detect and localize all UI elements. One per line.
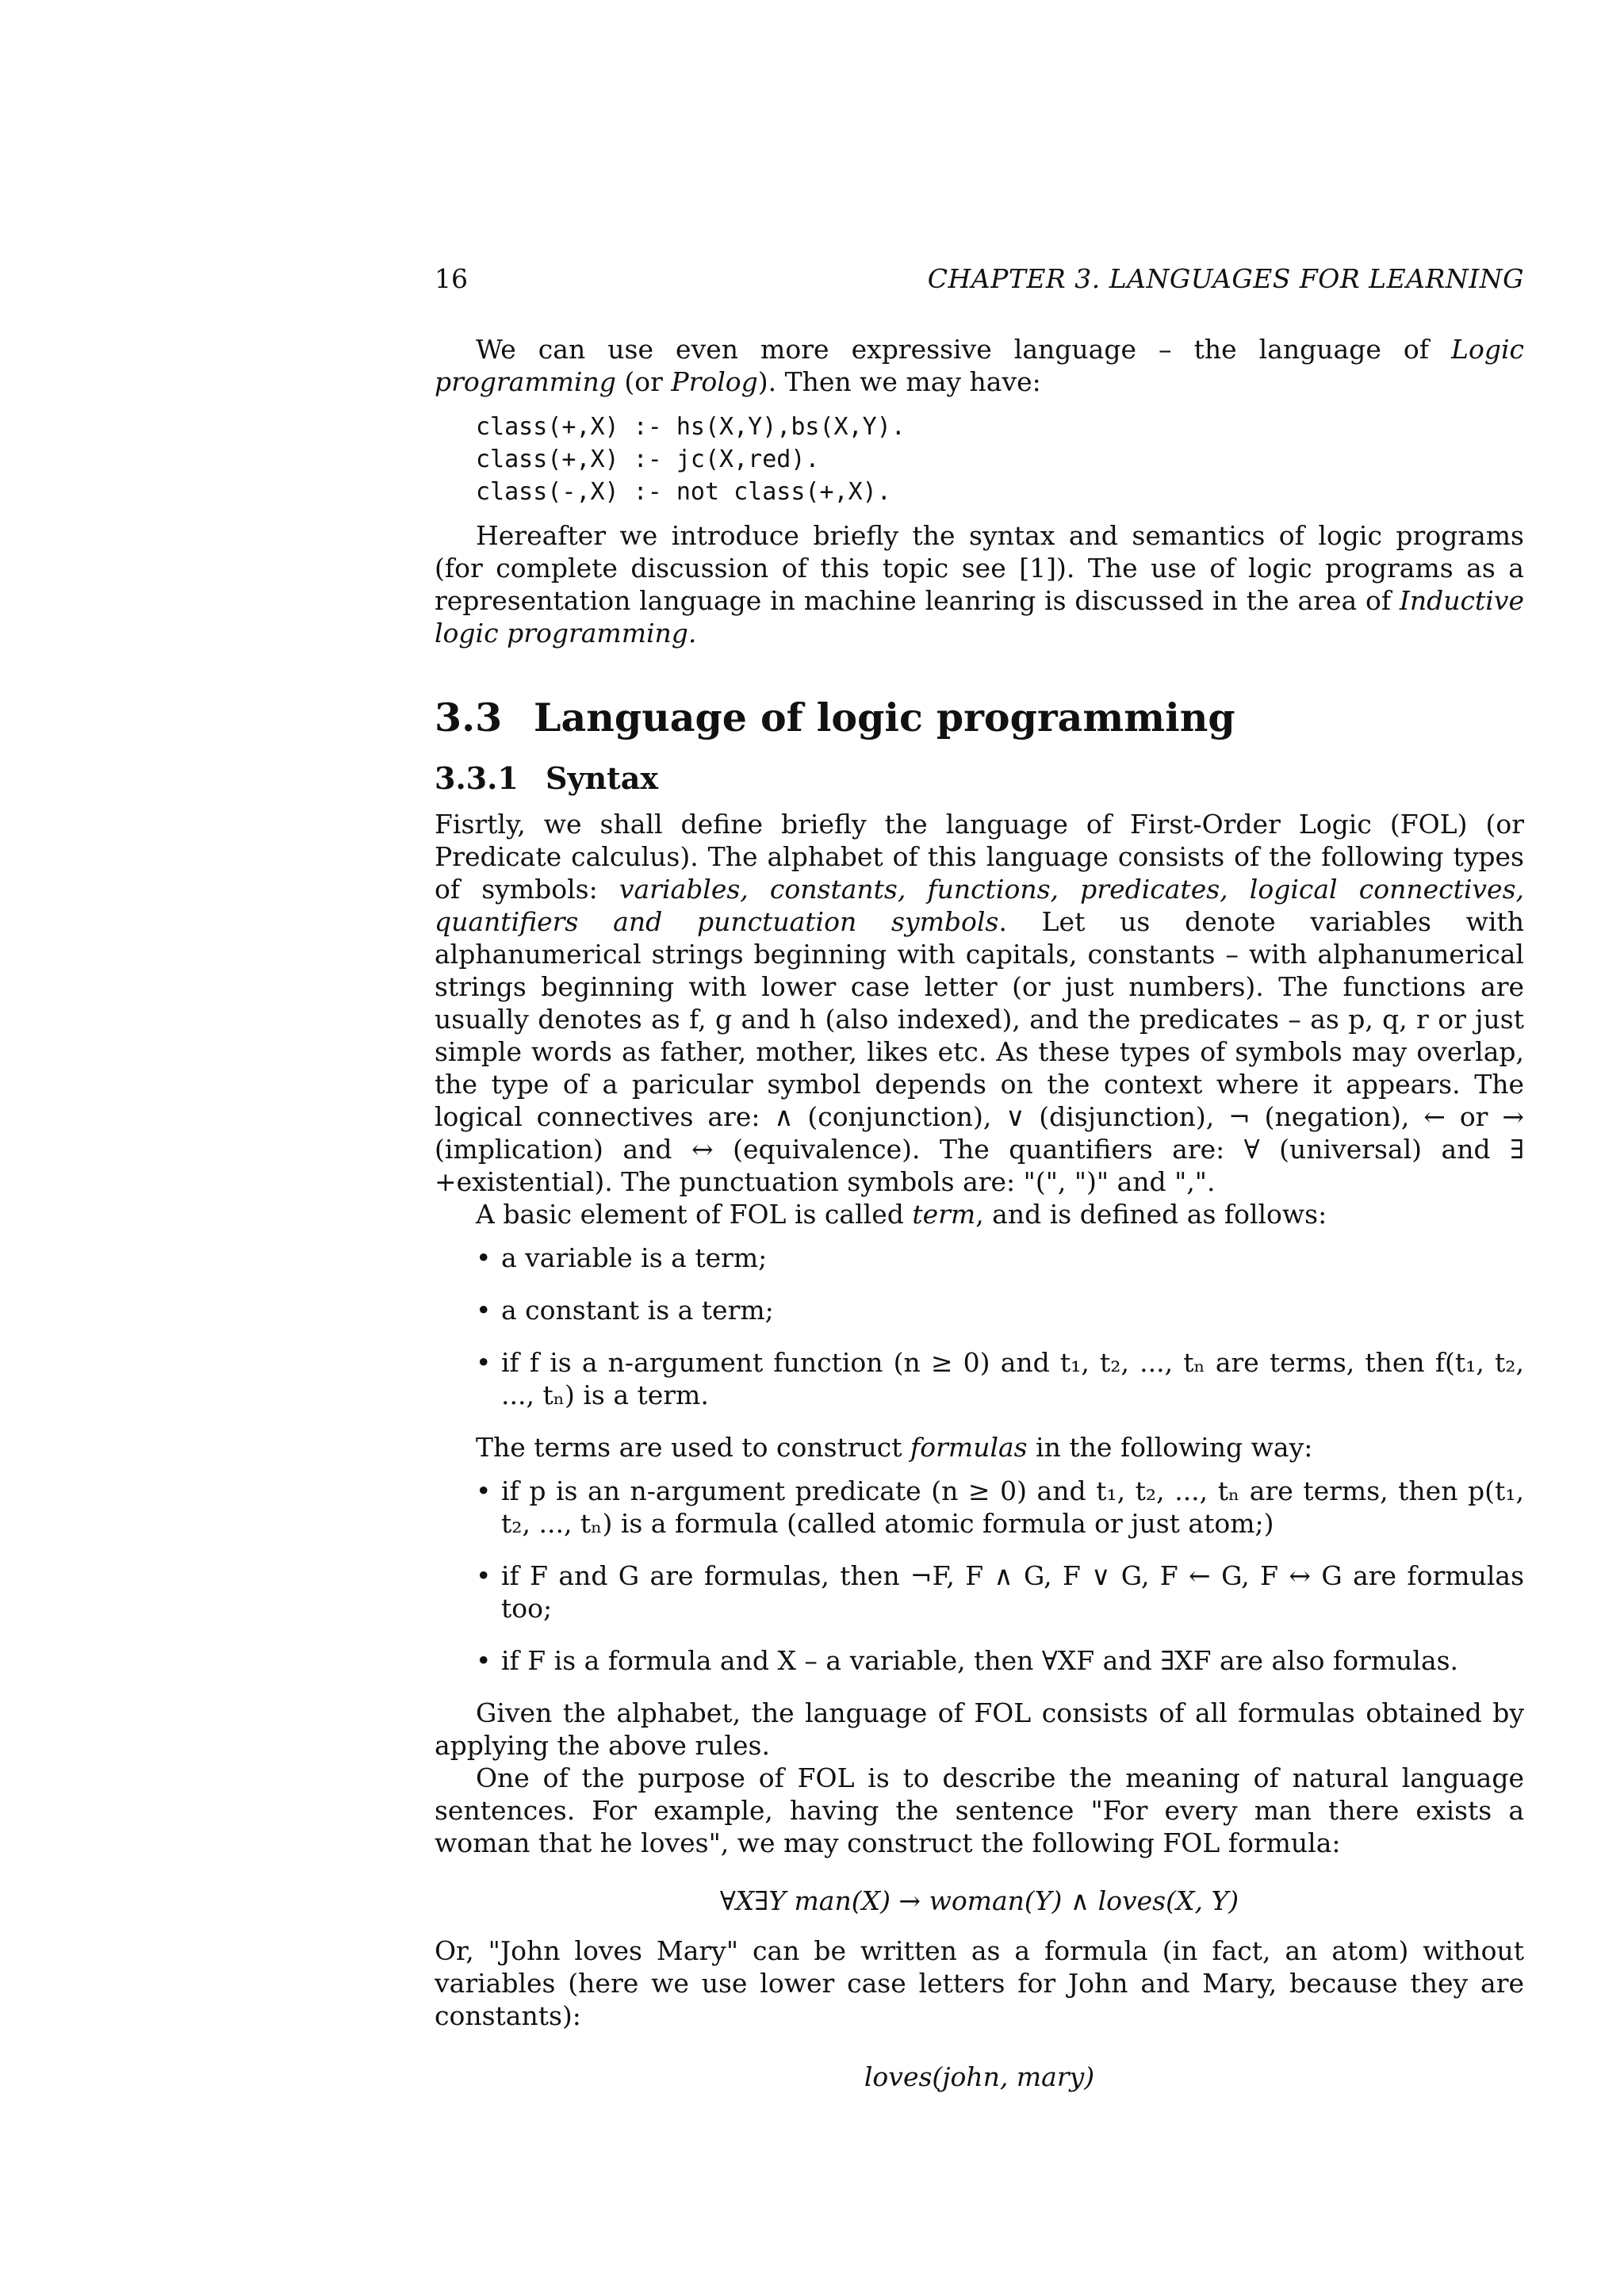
list-item: • a constant is a term; xyxy=(435,1294,1524,1326)
text-run: We can use even more expressive language – the language of xyxy=(476,334,1452,365)
text-run: in the following way: xyxy=(1027,1432,1313,1463)
john-paragraph: Or, "John loves Mary" can be written as a formula (in fact, an atom) without variables (here we use lower case letters for John and Mary, because they are constants): xyxy=(435,1935,1524,2031)
intro-paragraph xyxy=(435,333,1524,398)
text-run: ). Then we may have: xyxy=(757,366,1041,397)
list-item: • a variable is a term; xyxy=(435,1242,1524,1274)
text-run: Fisrtly, we shall define briefly the language of First-Order Logic (FOL) (or Predicate calculus). The alphabet of this language consists of the following types of symbols: xyxy=(435,809,1524,905)
term-intro-paragraph xyxy=(435,1198,1524,1230)
code-line: class(+,X) :- jc(X,red). xyxy=(476,446,820,473)
overview-paragraph xyxy=(435,519,1524,649)
emphasis: formulas xyxy=(910,1432,1028,1463)
syntax-paragraph xyxy=(435,808,1524,1198)
chapter-title: CHAPTER 3. LANGUAGES FOR LEARNING xyxy=(927,263,1524,294)
text-run: , and is defined as follows: xyxy=(975,1199,1327,1230)
list-item: • if p is an n-argument predicate (n ≥ 0) and t₁, t₂, ..., tₙ are terms, then p(t₁, t₂, ..., tₙ) is a formula (called atomic formula or just atom;) xyxy=(435,1475,1524,1540)
text-run: . Let us denote variables with alphanumerical strings beginning with capitals, constants – with alphanumerical strings beginning with lower case letter (or just numbers). The functions are usually denotes as f, g and h (also indexed), and the predicates – as p, q, r or just simple words as father, mother, likes etc. As these types of symbols may overlap, the type of a paricular symbol depends on the context where it appears. The logical connectives are: ∧ (conjunction), ∨ (disjunction), ¬ (negation), ← or → (implication) and ↔ (equivalence). The quantifiers are: ∀ (universal) and ∃ +existential). The punctuation symbols are: "(", ")" and ",". xyxy=(435,906,1524,1197)
text-run: (or xyxy=(615,366,672,397)
list-item: • if F is a formula and X – a variable, then ∀XF and ∃XF are also formulas. xyxy=(435,1644,1524,1677)
subsection-title: Syntax xyxy=(546,760,658,796)
formula-rules-list xyxy=(435,1475,1524,1677)
term-rules-list xyxy=(435,1242,1524,1411)
emphasis: Prolog xyxy=(671,366,758,397)
subsection-heading xyxy=(435,759,1524,798)
emphasis: Inductive logic programming. xyxy=(435,585,1524,649)
code-block xyxy=(476,411,1524,508)
purpose-paragraph: One of the purpose of FOL is to describe the meaning of natural language sentences. For example, having the sentence "For every man there exists a woman that he loves", we may construct the following FOL formula: xyxy=(435,1762,1524,1858)
list-item: • if f is a n-argument function (n ≥ 0) and t₁, t₂, ..., tₙ are terms, then f(t₁, t₂, ..., tₙ) is a term. xyxy=(435,1346,1524,1411)
section-number: 3.3 xyxy=(435,695,503,740)
page-number: 16 xyxy=(435,263,468,294)
page-body xyxy=(435,333,1524,2093)
page-header xyxy=(435,259,1524,299)
list-item: • if F and G are formulas, then ¬F, F ∧ G, F ∨ G, F ← G, F ↔ G are formulas too; xyxy=(435,1559,1524,1624)
text-run: The terms are used to construct xyxy=(476,1432,911,1463)
section-title: Language of logic programming xyxy=(534,695,1235,740)
code-line: class(+,X) :- hs(X,Y),bs(X,Y). xyxy=(476,413,906,441)
emphasis: term xyxy=(912,1199,976,1230)
section-heading xyxy=(435,694,1524,741)
emphasis: Logic programming xyxy=(435,334,1524,397)
code-line: class(-,X) :- not class(+,X). xyxy=(476,478,891,506)
formula-intro-paragraph xyxy=(435,1431,1524,1464)
text-run: A basic element of FOL is called xyxy=(476,1199,913,1230)
text-run: Hereafter we introduce briefly the syntax and semantics of logic programs (for complete discussion of this topic see [1]). The use of logic programs as a representation language in machine leanring is discussed in the area of xyxy=(435,520,1524,616)
subsection-number: 3.3.1 xyxy=(435,760,519,796)
emphasis: variables, constants, functions, predicates, logical connectives, quantifiers and punctuation symbols xyxy=(435,874,1525,937)
display-formula: loves(john, mary) xyxy=(864,2061,1095,2092)
display-formula: ∀X∃Y man(X) → woman(Y) ∧ loves(X, Y) xyxy=(719,1885,1239,1916)
alphabet-paragraph: Given the alphabet, the language of FOL consists of all formulas obtained by applying the above rules. xyxy=(435,1697,1524,1761)
